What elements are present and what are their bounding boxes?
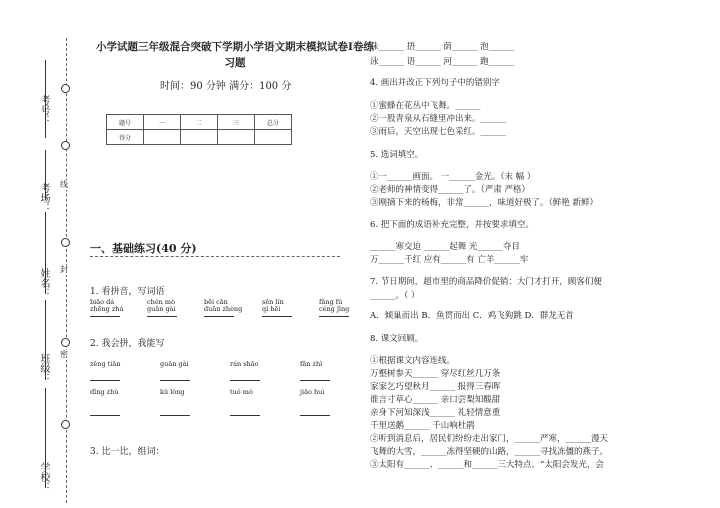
question-6-label: 6. 把下面的成语补充完整，并按要求填空。 — [370, 220, 534, 230]
kaochang-label: 考场： — [38, 183, 49, 213]
pinyin: fǎng fú — [319, 298, 343, 306]
answer-blank[interactable] — [90, 415, 120, 416]
pinyin: zěng tiān — [90, 360, 121, 368]
question-3-label: 3. 比一比，组词： — [90, 447, 165, 457]
kaohao-label: 考号： — [38, 95, 49, 125]
question-8-item: 谁言寸草心______ 亲口尝梨知酸甜 — [370, 395, 501, 405]
question-5-item: ③刚摘下来的杨梅，非常______，味道好极了。（鲜艳 新鲜） — [370, 198, 598, 208]
pinyin: kǔ lóng — [160, 388, 185, 396]
question-8-label: 8. 课文回顾。 — [370, 334, 424, 344]
score-cell[interactable] — [181, 130, 218, 145]
question-8-item: 飞舞的大雪，______冻得坚硬的山路，______寻找冻僵的燕子。 — [370, 447, 609, 457]
pinyin: guān gài — [160, 360, 189, 368]
seal-char-mi: 密 — [60, 350, 68, 359]
answer-blank[interactable] — [300, 415, 330, 416]
kaohao-line — [45, 60, 46, 138]
question-4-item: ②一股青泉从石缝里冲出来。______ — [370, 114, 507, 124]
pinyin: bēi cǎn — [204, 298, 228, 306]
pinyin: jiāo huì — [300, 388, 325, 396]
question-4-item: ③雨后，天空出现七色采红。______ — [370, 127, 507, 137]
pinyin: rán shāo — [230, 360, 259, 368]
question-5-label: 5. 选词填空。 — [370, 150, 424, 160]
compare-words-row-2: 泳______ 语______ 河______ 跑______ — [370, 57, 515, 67]
answer-blank[interactable] — [230, 380, 260, 381]
answer-blank[interactable] — [90, 380, 120, 381]
question-8-item: ①根据课文内容连线。 — [370, 356, 456, 366]
question-7-options: A．倾巢而出 B．鱼贯而出 C．鸡飞狗跳 D．群龙无首 — [370, 311, 574, 321]
question-6-item: 万______千红 应有______有 亡羊______牢 — [370, 255, 529, 265]
binding-hole — [61, 238, 70, 247]
question-8-item: 万壑树参天______ 穿尽红丝几万条 — [370, 369, 501, 379]
question-5-item: ①一______画面。 一______金光。（末 幅 ） — [370, 172, 536, 182]
score-cell[interactable] — [218, 130, 255, 145]
question-8-item: 亲身下河知深浅______ 礼轻情意重 — [370, 408, 501, 418]
binding-hole — [61, 338, 70, 347]
question-8-item: ②听到消息后，居民们纷纷走出家门，______严寒，______漫天 — [370, 434, 609, 444]
question-1-label: 1. 看拼音，写词语 — [90, 287, 165, 297]
score-header: 题号 — [107, 115, 144, 130]
pinyin: fǎn zhì — [300, 360, 323, 368]
score-cell[interactable] — [144, 130, 181, 145]
question-7-blank: ______。（ ） — [370, 291, 420, 301]
seal-char-xian: 线 — [60, 180, 68, 189]
binding-hole — [61, 84, 70, 93]
xingming-label: 姓名： — [38, 268, 49, 298]
seal-char-feng: 封 — [60, 265, 68, 274]
xuexiao-line — [45, 388, 46, 488]
answer-blank[interactable] — [319, 316, 349, 317]
pinyin: céng jīng — [319, 305, 350, 313]
question-8-item: ③太阳有______、______和______三大特点。“太阳会发光，会 — [370, 460, 604, 470]
score-header: 总分 — [255, 115, 292, 130]
pinyin: tuó mó — [230, 388, 253, 396]
pinyin: zhēng zhá — [90, 305, 124, 313]
pinyin: biāo dá — [90, 298, 115, 306]
answer-blank[interactable] — [262, 316, 292, 317]
answer-blank[interactable] — [160, 380, 190, 381]
answer-blank[interactable] — [300, 380, 330, 381]
section-divider — [90, 256, 340, 257]
pinyin: dǐng zhù — [90, 388, 119, 396]
section-heading: 一、基础练习(40 分) — [90, 242, 197, 255]
question-8-item: 千里送鹅______ 千山响杜鹃 — [370, 421, 475, 431]
banji-line — [45, 300, 46, 380]
question-6-item: ______寒交迫 ______起舞 光______夺目 — [370, 242, 520, 252]
question-7-label: 7. 节日期间，超市里的商品降价促销：大门才打开，顾客们便 — [370, 277, 602, 287]
xuexiao-label: 学校： — [38, 462, 49, 492]
score-table — [106, 114, 292, 145]
answer-blank[interactable] — [230, 415, 260, 416]
score-header: 一 — [144, 115, 181, 130]
answer-blank[interactable] — [147, 316, 177, 317]
score-cell[interactable] — [255, 130, 292, 145]
score-row-label: 得分 — [107, 130, 144, 145]
score-header: 三 — [218, 115, 255, 130]
pinyin: duān zhèng — [204, 305, 243, 313]
pinyin: sēn lín — [262, 298, 284, 306]
compare-words-row-1: 昧______ 捂______ 荫______ 泡______ — [370, 42, 515, 52]
kaochang-line — [45, 150, 46, 200]
page-title: 小学试题三年级混合突破下学期小学语文期末模拟试卷I卷练习题 — [96, 41, 374, 69]
binding-hole — [61, 141, 70, 150]
pinyin: qí hēi — [262, 305, 281, 313]
question-5-item: ②老师的神情变得______了。（严肃 严格） — [370, 185, 530, 195]
banji-label: 班级： — [38, 353, 49, 383]
score-header: 二 — [181, 115, 218, 130]
exam-subtitle: 时间：90 分钟 满分：100 分 — [160, 81, 292, 92]
answer-blank[interactable] — [160, 415, 190, 416]
question-4-label: 4. 画出并改正下列句子中的错别字 — [370, 78, 500, 88]
question-2-label: 2. 我会拼，我能写 — [90, 339, 165, 349]
question-8-item: 家家乞巧望秋月______ 报得三春晖 — [370, 382, 501, 392]
pinyin: chén mò — [147, 298, 176, 306]
xingming-line — [45, 212, 46, 294]
answer-blank[interactable] — [204, 316, 234, 317]
pinyin: guān gài — [147, 305, 176, 313]
question-4-item: ①蜜蜂在花丛中飞舞。______ — [370, 101, 481, 111]
answer-blank[interactable] — [90, 316, 120, 317]
binding-hole — [61, 420, 70, 429]
